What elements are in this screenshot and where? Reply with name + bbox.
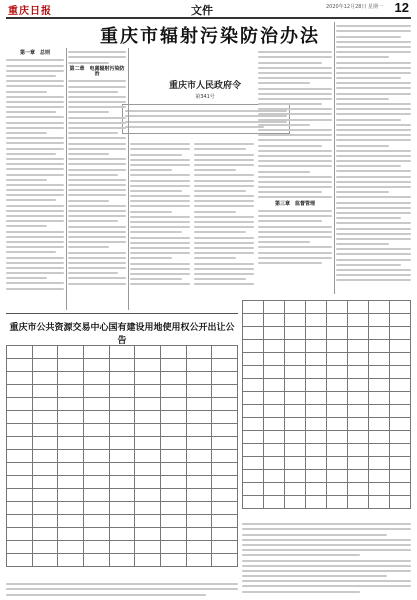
text-column-1 (6, 48, 64, 310)
table-row (243, 392, 411, 405)
column-divider (334, 22, 335, 294)
table-row (243, 366, 411, 379)
table-row (243, 301, 411, 314)
masthead (6, 0, 411, 18)
text-column-5 (258, 48, 332, 294)
page-number: 12 (394, 0, 409, 15)
column-divider (66, 48, 67, 310)
notice-text-right (242, 520, 411, 596)
body-text (336, 25, 411, 281)
issue-date: 2020年12月28日 星期一 (326, 4, 384, 10)
notice-text-left (6, 580, 238, 598)
table-row (7, 424, 238, 437)
chapter-heading: 第一章 总则 (19, 50, 50, 56)
body-text (68, 51, 126, 63)
table-row (7, 502, 238, 515)
decree-title: 重庆市人民政府令 (168, 81, 241, 91)
newspaper-logo: 重庆日报 (8, 6, 52, 17)
table-row (7, 515, 238, 528)
table-row (7, 554, 238, 567)
section-title: 文件 (191, 4, 213, 17)
table-row (7, 450, 238, 463)
table-row (243, 379, 411, 392)
table-row (7, 346, 238, 359)
header-rule (6, 17, 411, 19)
table-row (7, 437, 238, 450)
text-column-4 (194, 140, 254, 310)
table-row (243, 314, 411, 327)
table-row (7, 528, 238, 541)
table-row (243, 483, 411, 496)
notice-title: 重庆市公共资源交易中心国有建设用地使用权公开出让公告 (9, 323, 235, 346)
table-row (7, 359, 238, 372)
article-headline: 重庆市辐射污染防治办法 (100, 26, 320, 47)
text-column-2 (68, 48, 126, 310)
land-listing-table (6, 345, 238, 567)
table-row (243, 340, 411, 353)
chapter-heading: 第三章 监督管理 (274, 200, 315, 207)
table-row (243, 353, 411, 366)
body-text (258, 51, 332, 198)
body-text (130, 143, 190, 285)
table-row (243, 444, 411, 457)
body-text (6, 59, 64, 289)
section-rule (6, 313, 238, 314)
land-listing-table-continued (242, 300, 411, 509)
table-row (243, 431, 411, 444)
table-row (243, 470, 411, 483)
table-row (243, 405, 411, 418)
column-divider (128, 48, 129, 310)
table-row (243, 327, 411, 340)
body-text (68, 80, 126, 284)
text-column-3 (130, 140, 190, 310)
text-column-6 (336, 22, 411, 294)
table-row (7, 372, 238, 385)
table-row (7, 541, 238, 554)
table-row (7, 463, 238, 476)
table-row (7, 398, 238, 411)
table-row (243, 418, 411, 431)
table-row (7, 411, 238, 424)
body-text (242, 523, 411, 592)
table-row (7, 489, 238, 502)
decree-number: 第341号 (195, 94, 215, 100)
body-text (194, 143, 254, 285)
chapter-heading: 第二章 电离辐射污染防治 (69, 65, 125, 77)
table-row (243, 496, 411, 509)
body-text (258, 210, 332, 264)
body-text (6, 583, 238, 595)
table-row (7, 476, 238, 489)
table-row (7, 385, 238, 398)
table-row (243, 457, 411, 470)
